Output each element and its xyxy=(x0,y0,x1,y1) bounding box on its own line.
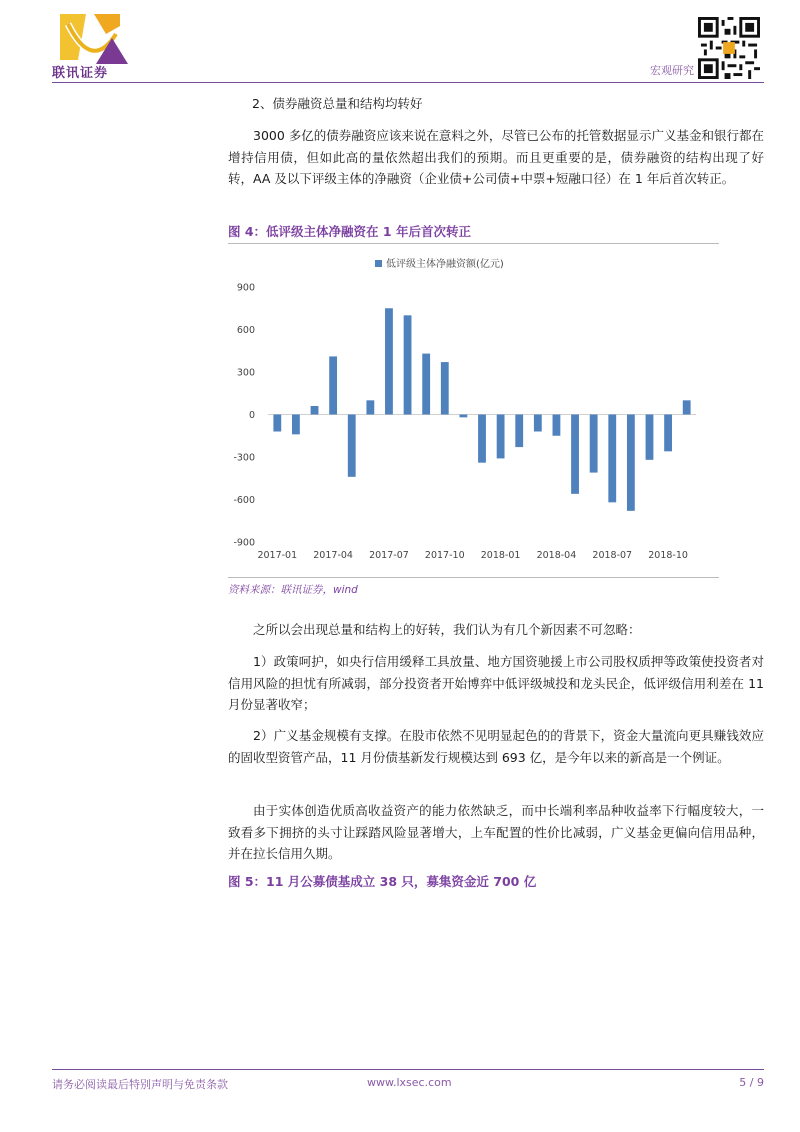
legend-swatch xyxy=(375,260,382,267)
bar-2018-02 xyxy=(515,415,523,448)
figure-4-title: 图 4：低评级主体净融资在 1 年后首次转正 xyxy=(228,224,471,239)
figure-4-source: 资料来源：联讯证券，wind xyxy=(228,584,358,596)
bar-2018-09 xyxy=(646,415,654,460)
report-section-label: 宏观研究 xyxy=(650,64,694,77)
x-tick-label: 2018-01 xyxy=(480,550,521,561)
x-tick-label: 2017-10 xyxy=(424,550,465,561)
y-tick-label: 900 xyxy=(236,282,255,294)
bar-2017-12 xyxy=(478,415,486,463)
x-tick-label: 2018-04 xyxy=(536,550,577,561)
bar-2017-09 xyxy=(422,354,430,415)
bar-2018-11 xyxy=(683,400,691,414)
figure-4-chart xyxy=(228,245,719,578)
section-heading: 2、债券融资总量和结构均转好 xyxy=(252,96,423,111)
bar-2017-07 xyxy=(385,308,393,414)
bar-2018-07 xyxy=(608,415,616,503)
y-tick-label: 0 xyxy=(248,410,255,421)
bar-2017-10 xyxy=(441,362,449,414)
y-tick-label: -900 xyxy=(233,537,255,549)
bar-2017-05 xyxy=(348,415,356,477)
bar-2017-08 xyxy=(404,315,412,414)
figure-4-top-rule xyxy=(228,243,719,244)
figure-5-title: 图 5：11 月公募债基成立 38 只，募集资金近 700 亿 xyxy=(228,874,537,889)
bar-2018-06 xyxy=(590,415,598,473)
paragraph-2: 之所以会出现总量和结构上的好转，我们认为有几个新因素不可忽略： xyxy=(253,622,641,637)
bar-2017-11 xyxy=(459,415,467,418)
bar-2018-01 xyxy=(497,415,505,459)
header-divider xyxy=(52,82,764,83)
bar-2017-06 xyxy=(366,400,374,414)
qr-code xyxy=(698,17,760,79)
legend-label: 低评级主体净融资额(亿元) xyxy=(386,259,504,270)
bar-2018-03 xyxy=(534,415,542,432)
y-tick-label: -300 xyxy=(233,452,255,464)
bar-2018-10 xyxy=(664,415,672,452)
bar-2017-02 xyxy=(292,415,300,435)
disclaimer-notice: 请务必阅读最后特别声明与免责条款 xyxy=(52,1078,228,1091)
bar-2018-08 xyxy=(627,415,635,511)
bar-2018-04 xyxy=(553,415,561,436)
x-tick-label: 2017-01 xyxy=(257,550,298,561)
paragraph-3: 1）政策呵护，如央行信用缓释工具放量、地方国资驰援上市公司股权质押等政策使投资者对信用风险的担忧有所减弱，部分投资者开始博弈中低评级城投和龙头民企，低评级信用利差在 11 月份显著收窄； xyxy=(228,654,764,712)
company-name: 联讯证券 xyxy=(52,66,109,81)
bar-2018-05 xyxy=(571,415,579,494)
bar-2017-03 xyxy=(311,406,319,415)
y-tick-label: 300 xyxy=(236,367,255,379)
paragraph-4: 2）广义基金规模有支撑。在股市依然不见明显起色的的背景下，资金大量流向更具赚钱效应的固收型资管产品，11 月份债基新发行规模达到 693 亿，是今年以来的新高是一个例证。 xyxy=(228,728,764,765)
website-link[interactable]: www.lxsec.com xyxy=(367,1076,452,1089)
y-tick-label: -600 xyxy=(233,495,255,506)
page-number: 5 / 9 xyxy=(739,1076,764,1089)
x-tick-label: 2018-10 xyxy=(648,550,688,561)
x-tick-label: 2017-07 xyxy=(369,550,409,561)
figure-4-bottom-rule xyxy=(228,577,719,578)
footer-divider xyxy=(52,1069,764,1070)
paragraph-5: 由于实体创造优质高收益资产的能力依然缺乏，而中长端利率品种收益率下行幅度较大，一致看多下拥挤的头寸让踩踏风险显著增大，上车配置的性价比减弱，广义基金更偏向信用品种，并在拉长信用久期。 xyxy=(228,803,764,861)
x-tick-label: 2018-07 xyxy=(592,550,633,561)
paragraph-1: 3000 多亿的债券融资应该来说在意料之外，尽管已公布的托管数据显示广义基金和银行都在增持信用债，但如此高的量依然超出我们的预期。而且更重要的是，债券融资的结构出现了好转，AA 及以下评级主体的净融资（企业债+公司债+中票+短融口径）在 1 年后首次转正。 xyxy=(228,128,764,186)
x-tick-label: 2017-04 xyxy=(313,550,353,561)
bar-2017-04 xyxy=(329,356,337,414)
y-tick-label: 600 xyxy=(236,325,255,336)
bar-2017-01 xyxy=(273,415,281,432)
